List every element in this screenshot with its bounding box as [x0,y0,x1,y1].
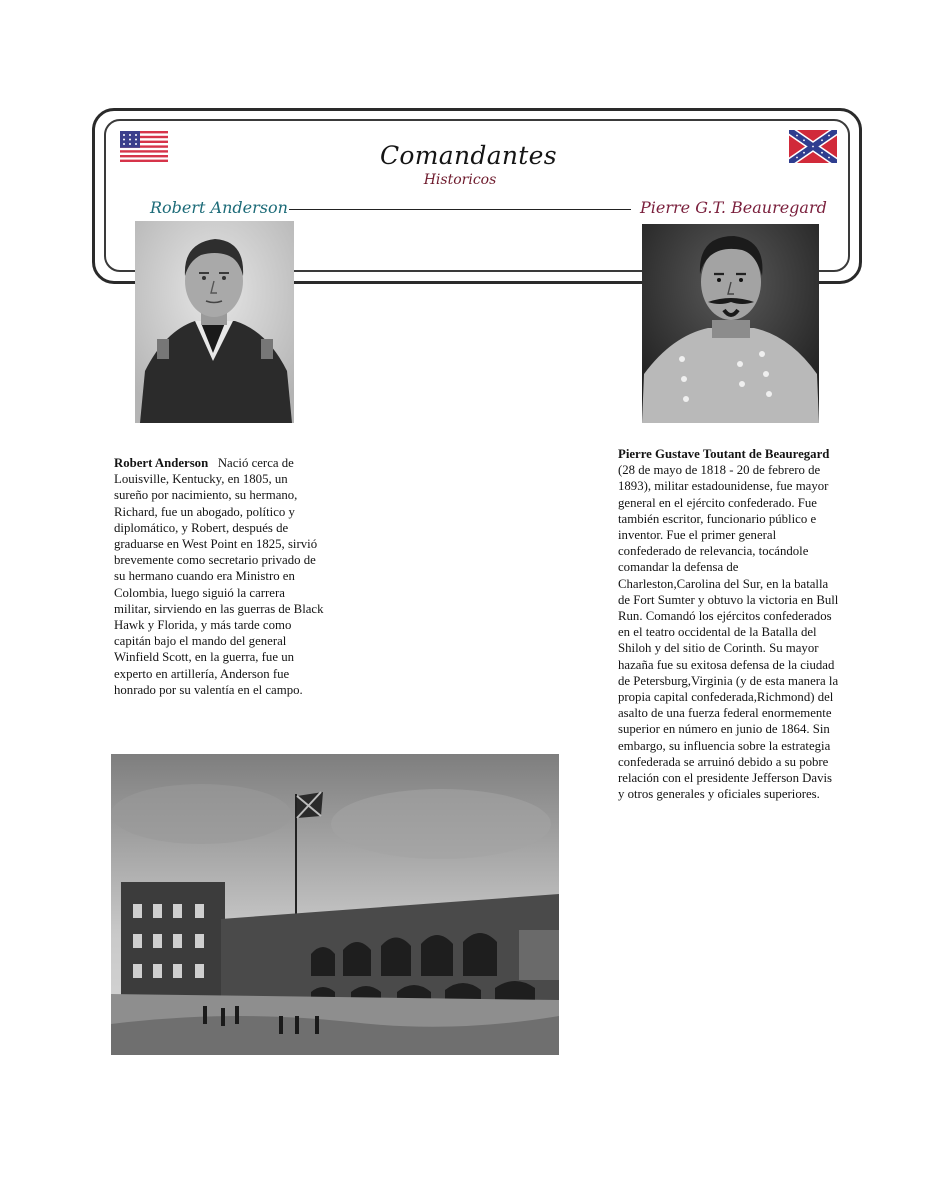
bio-anderson-text: Nació cerca de Louisville, Kentucky, en 1805, un sureño por nacimiento, su hermano, Richard, fue un abogado, político y diplomático, y Robert, después de graduarse en West Point en 1825, sirvió brevemente como secretario privado de su hermano cuando era Ministro en Colombia, luego siguió la carrera militar, sirviendo en las guerras de Black Hawk y Florida, y más tarde como capitán bajo el mando del general Winfield Scott, en la guerra, fue un experto en artillería, Anderson fue honrado por su valentía en el campo. [114,456,324,697]
bio-beauregard [618,446,840,802]
portrait-beauregard [642,224,819,423]
header-divider [289,209,631,210]
bio-anderson [114,455,324,698]
name-left: Robert Anderson [150,198,288,217]
name-right: Pierre G.T. Beauregard [640,198,827,217]
portrait-anderson [135,221,294,423]
us-flag-icon [120,131,168,162]
bio-beauregard-text: (28 de mayo de 1818 - 20 de febrero de 1893), militar estadounidense, fue mayor general en el ejército confederado. Fue también escritor, funcionario público e inventor. Fue el primer general confederado de relevancia, tocándole comandar la defensa de Charleston,Carolina del Sur, en la batalla de Fort Sumter y obtuvo la victoria en Bull Run. Comandó los ejércitos confederados en el teatro occidental de la Batalla del Shiloh y del sitio de Corinth. Su mayor hazaña fue su exitosa defensa de la ciudad de Petersburg,Virginia (y de esta manera la propia capital confederada,Richmond) del asalto de una fuerza federal enormemente superior en número en junio de 1864. Sin embargo, su influencia sobre la estrategia confederada se arruinó debido a su pobre relación con el presidente Jefferson Davis y otros generales y oficiales superiores. [618,463,839,802]
fort-sumter-photo [111,754,559,1055]
bio-beauregard-name: Pierre Gustave Toutant de Beauregard [618,447,830,461]
page-subtitle: Historicos [423,172,497,188]
confederate-flag-icon [789,130,837,163]
page-title: Comandantes [380,141,557,170]
bio-anderson-name: Robert Anderson [114,456,209,470]
